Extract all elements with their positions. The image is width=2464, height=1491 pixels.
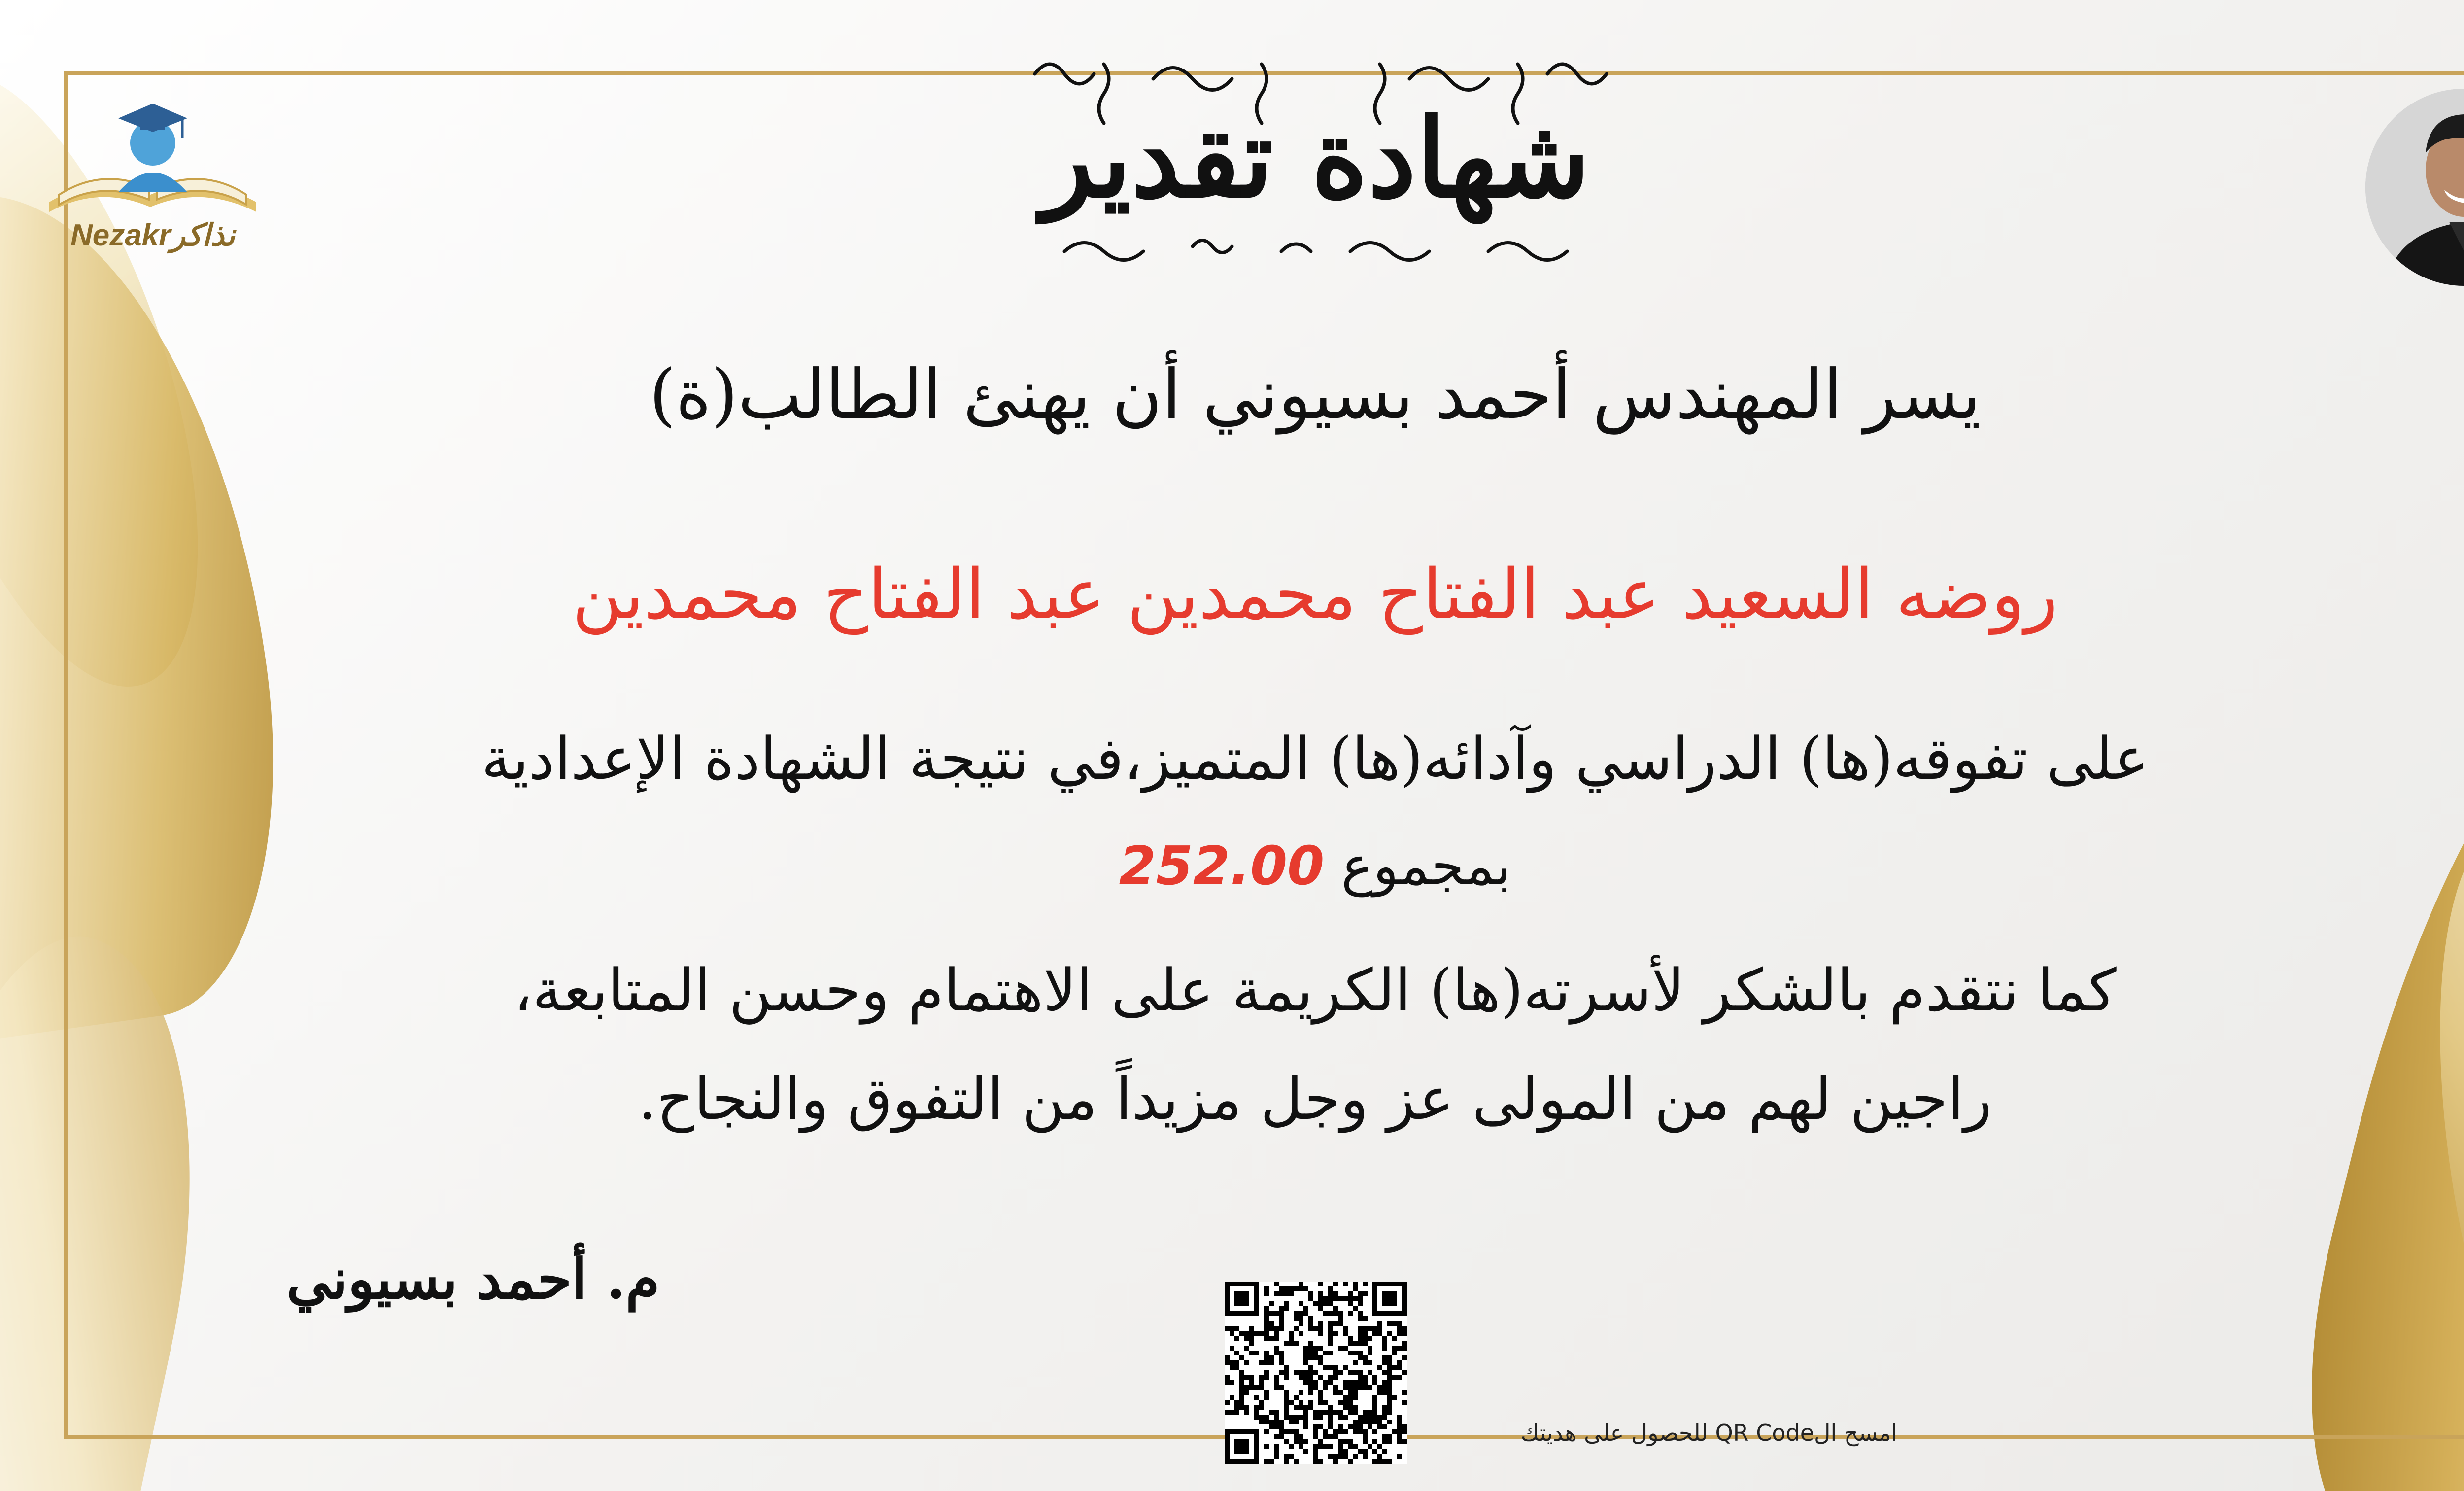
qr-caption: امسح الQR Code للحصول على هديتك: [1520, 1420, 1897, 1446]
body-line-4: راجين لهم من المولى عز وجل مزيداً من التفوق والنجاح.: [638, 1065, 1992, 1133]
certificate-title-block: [1005, 44, 1626, 276]
total-label: بمجموع: [1341, 835, 1511, 897]
certificate-title: شهادة تقدير: [1041, 94, 1590, 222]
body-line-2: [0, 835, 2464, 897]
qr-code-icon: [1225, 1282, 1407, 1464]
signature: م. أحمد بسيوني: [286, 1247, 660, 1312]
brand-logo: [39, 89, 266, 256]
body-line-1: على تفوقه(ها) الدراسي وآدائه(ها) المتميز،في نتيجة الشهادة الإعدادية: [481, 725, 2149, 793]
score-value: 252.00: [1119, 835, 1325, 897]
body-line-3: كما نتقدم بالشكر لأسرته(ها) الكريمة على الاهتمام وحسن المتابعة،: [513, 956, 2117, 1024]
qr-code[interactable]: [1225, 1282, 1407, 1464]
intro-text: يسر المهندس أحمد بسيوني أن يهنئ الطالب(ة): [649, 355, 1981, 434]
graduate-book-icon: [39, 89, 266, 217]
student-name: روضه السعيد عبد الفتاح محمدين عبد الفتاح محمدين: [572, 555, 2058, 635]
brand-text: Nezakrنذاكر: [70, 218, 236, 252]
